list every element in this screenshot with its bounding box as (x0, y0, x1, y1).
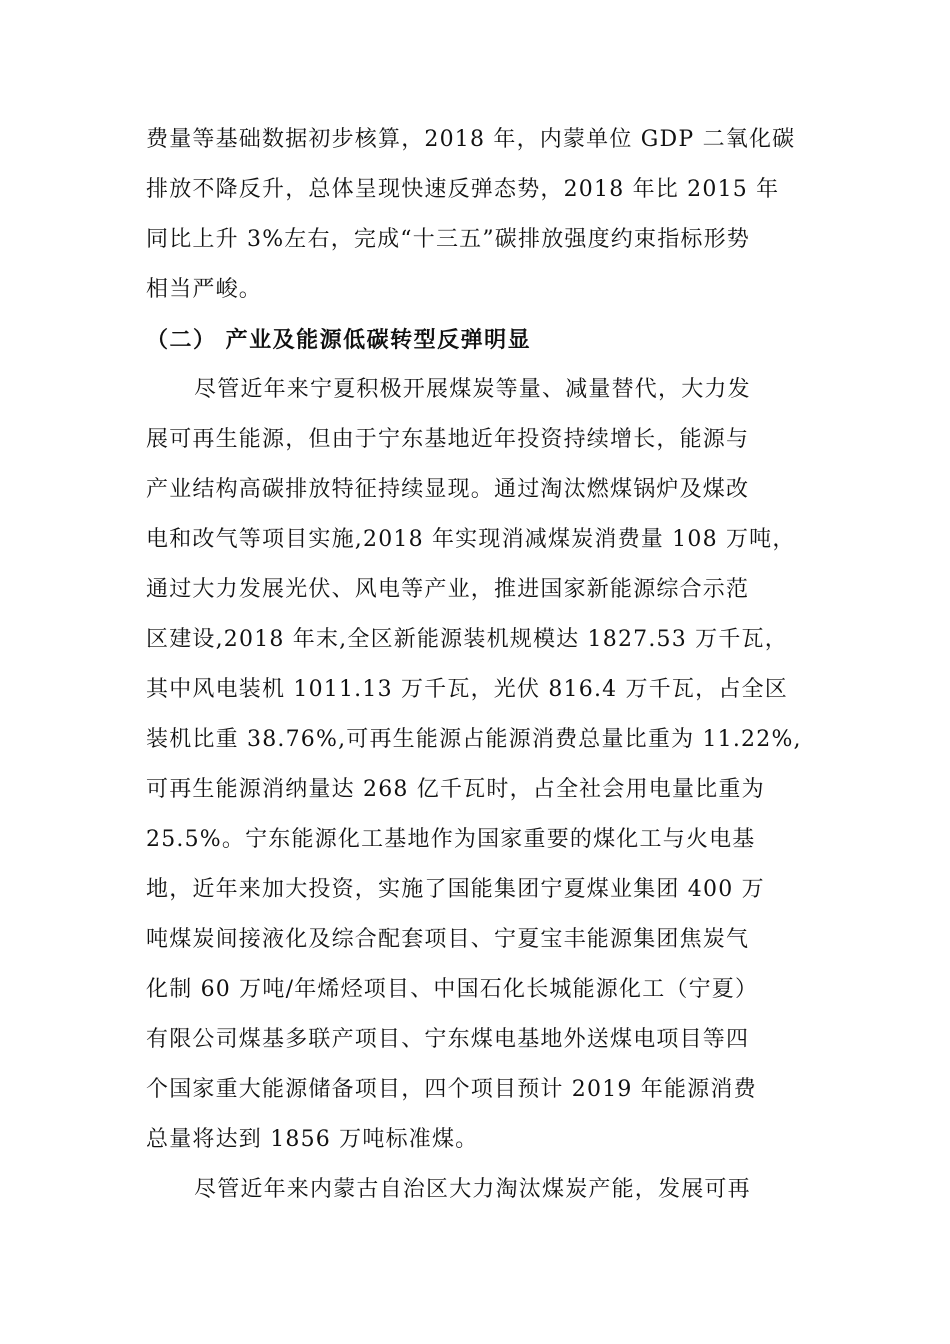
paragraph-line: 费量等基础数据初步核算，2018 年，内蒙单位 GDP 二氧化碳 (146, 127, 796, 152)
section-heading: （二） 产业及能源低碳转型反弹明显 (146, 327, 532, 353)
paragraph-line: 区建设,2018 年末,全区新能源装机规模达 1827.53 万千瓦， (146, 627, 788, 652)
paragraph-line: 化制 60 万吨/年烯烃项目、中国石化长城能源化工（宁夏） (146, 977, 759, 1002)
paragraph-line: 25.5%。宁东能源化工基地作为国家重要的煤化工与火电基 (146, 827, 756, 852)
paragraph-line: 展可再生能源，但由于宁东基地近年投资持续增长，能源与 (146, 427, 750, 452)
paragraph-line: 有限公司煤基多联产项目、宁东煤电基地外送煤电项目等四 (146, 1027, 750, 1052)
paragraph-line: 总量将达到 1856 万吨标准煤。 (146, 1127, 479, 1152)
paragraph-line: 尽管近年来宁夏积极开展煤炭等量、减量替代，大力发 (194, 377, 751, 402)
paragraph-line: 尽管近年来内蒙古自治区大力淘汰煤炭产能，发展可再 (194, 1177, 751, 1202)
paragraph-line: 排放不降反升，总体呈现快速反弹态势，2018 年比 2015 年 (146, 177, 780, 202)
paragraph-line: 同比上升 3%左右，完成“十三五”碳排放强度约束指标形势 (146, 227, 750, 252)
paragraph-line: 通过大力发展光伏、风电等产业，推进国家新能源综合示范 (146, 577, 750, 602)
paragraph-line: 个国家重大能源储备项目，四个项目预计 2019 年能源消费 (146, 1077, 757, 1102)
paragraph-line: 其中风电装机 1011.13 万千瓦，光伏 816.4 万千瓦，占全区 (146, 677, 788, 702)
paragraph-line: 装机比重 38.76%,可再生能源占能源消费总量比重为 11.22%, (146, 727, 802, 752)
paragraph-line: 地，近年来加大投资，实施了国能集团宁夏煤业集团 400 万 (146, 877, 765, 902)
paragraph-line: 可再生能源消纳量达 268 亿千瓦时，占全社会用电量比重为 (146, 777, 765, 802)
paragraph-line: 吨煤炭间接液化及综合配套项目、宁夏宝丰能源集团焦炭气 (146, 927, 750, 952)
paragraph-line: 产业结构高碳排放特征持续显现。通过淘汰燃煤锅炉及煤改 (146, 477, 750, 502)
paragraph-line: 相当严峻。 (146, 277, 263, 302)
paragraph-line: 电和改气等项目实施,2018 年实现消减煤炭消费量 108 万吨， (146, 527, 796, 552)
